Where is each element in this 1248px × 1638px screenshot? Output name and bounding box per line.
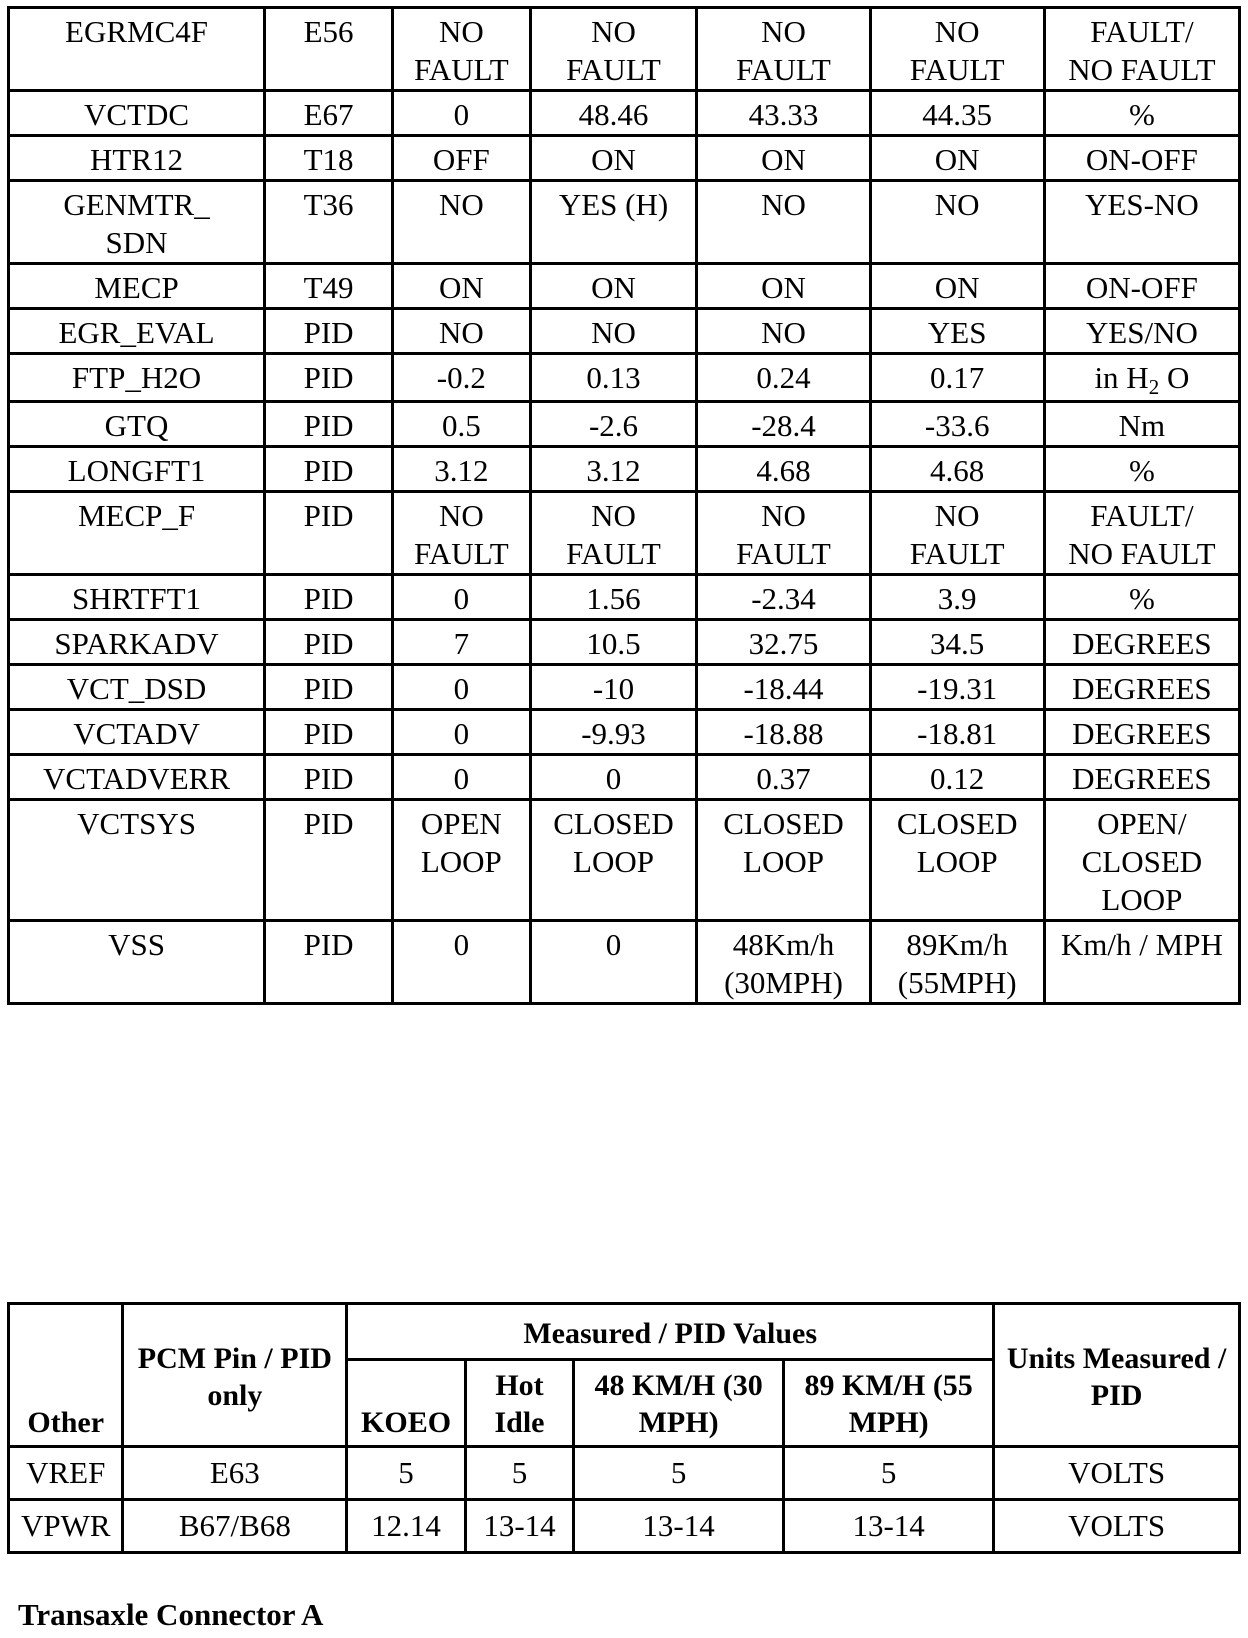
units-cell: % [1044,575,1239,620]
kmh48-cell: NO [697,181,870,264]
other-values-table [7,1302,1241,1554]
pid-values-table [7,6,1241,1005]
units-cell: FAULT/ NO FAULT [1044,492,1239,575]
pin-cell: T36 [265,181,393,264]
hot-idle-cell: 5 [465,1447,573,1500]
row-name: SHRTFT1 [9,575,265,620]
kmh89-cell: 0.12 [870,755,1044,800]
kmh48-cell: NO FAULT [697,492,870,575]
pin-cell: B67/B68 [123,1500,347,1553]
koeo-cell: -0.2 [393,354,530,402]
units-cell: VOLTS [994,1447,1240,1500]
pin-cell: PID [265,620,393,665]
hot-idle-cell: NO FAULT [530,492,697,575]
koeo-cell: NO [393,181,530,264]
row-name: FTP_H2O [9,354,265,402]
header-koeo: KOEO [347,1360,466,1447]
kmh89-cell: NO FAULT [870,8,1044,91]
units-cell: DEGREES [1044,665,1239,710]
table-row [9,665,1240,710]
pin-cell: PID [265,447,393,492]
hot-idle-cell: NO [530,309,697,354]
header-pcm-pin: PCM Pin / PID only [123,1304,347,1447]
kmh48-cell: 0.24 [697,354,870,402]
hot-idle-cell: -2.6 [530,402,697,447]
table-row [9,136,1240,181]
units-subscript: 2 [1148,375,1160,399]
koeo-cell: OPEN LOOP [393,800,530,921]
koeo-cell: 3.12 [393,447,530,492]
table-row [9,264,1240,309]
kmh89-cell: -19.31 [870,665,1044,710]
kmh48-cell: 43.33 [697,91,870,136]
table-row [9,755,1240,800]
table-row [9,181,1240,264]
table-row [9,800,1240,921]
section-caption: Transaxle Connector A [18,1597,324,1632]
kmh89-cell: ON [870,136,1044,181]
kmh89-cell: -33.6 [870,402,1044,447]
pin-cell: PID [265,492,393,575]
row-name: GTQ [9,402,265,447]
pin-cell: PID [265,309,393,354]
header-48kmh: 48 KM/H (30 MPH) [574,1360,784,1447]
table-row [9,309,1240,354]
row-name: SPARKADV [9,620,265,665]
kmh89-cell: 89Km/h (55MPH) [870,921,1044,1004]
koeo-cell: OFF [393,136,530,181]
units-cell: VOLTS [994,1500,1240,1553]
table-row [9,1500,1240,1553]
row-name: VCTADVERR [9,755,265,800]
row-name: VCTADV [9,710,265,755]
koeo-cell: NO [393,309,530,354]
kmh48-cell: -18.88 [697,710,870,755]
table-row [9,91,1240,136]
hot-idle-cell: CLOSED LOOP [530,800,697,921]
kmh89-cell: NO [870,181,1044,264]
row-name: VCTSYS [9,800,265,921]
pin-cell: PID [265,402,393,447]
row-name: VPWR [9,1500,123,1553]
table-row [9,921,1240,1004]
table-row [9,1447,1240,1500]
table-row [9,8,1240,91]
row-name: VSS [9,921,265,1004]
row-name: EGRMC4F [9,8,265,91]
row-name: VREF [9,1447,123,1500]
units-cell: ON-OFF [1044,264,1239,309]
kmh89-cell: CLOSED LOOP [870,800,1044,921]
hot-idle-cell: ON [530,136,697,181]
koeo-cell: 0 [393,665,530,710]
kmh89-cell: NO FAULT [870,492,1044,575]
kmh48-cell: 5 [574,1447,784,1500]
units-cell: Km/h / MPH [1044,921,1239,1004]
koeo-cell: 0 [393,91,530,136]
pin-cell: PID [265,575,393,620]
header-other: Other [9,1304,123,1447]
hot-idle-cell: NO FAULT [530,8,697,91]
koeo-cell: 0 [393,755,530,800]
pin-cell: E63 [123,1447,347,1500]
hot-idle-cell: 10.5 [530,620,697,665]
table-row [9,447,1240,492]
kmh48-cell: NO FAULT [697,8,870,91]
hot-idle-cell: YES (H) [530,181,697,264]
table-row [9,354,1240,402]
hot-idle-cell: 48.46 [530,91,697,136]
pin-cell: PID [265,354,393,402]
units-cell: ON-OFF [1044,136,1239,181]
kmh48-cell: ON [697,136,870,181]
units-cell: FAULT/ NO FAULT [1044,8,1239,91]
kmh89-cell: 3.9 [870,575,1044,620]
units-cell: DEGREES [1044,755,1239,800]
units-cell: % [1044,91,1239,136]
header-units: Units Measured / PID [994,1304,1240,1447]
koeo-cell: 0.5 [393,402,530,447]
kmh48-cell: 48Km/h (30MPH) [697,921,870,1004]
hot-idle-cell: -10 [530,665,697,710]
kmh89-cell: 44.35 [870,91,1044,136]
kmh89-cell: YES [870,309,1044,354]
units-cell [1044,354,1239,402]
koeo-cell: 0 [393,710,530,755]
table-row [9,492,1240,575]
kmh89-cell: 13-14 [784,1500,994,1553]
units-cell: Nm [1044,402,1239,447]
kmh48-cell: ON [697,264,870,309]
hot-idle-cell: 0 [530,755,697,800]
kmh89-cell: 34.5 [870,620,1044,665]
pin-cell: PID [265,710,393,755]
kmh89-cell: -18.81 [870,710,1044,755]
table-row [9,575,1240,620]
kmh48-cell: 13-14 [574,1500,784,1553]
row-name: VCT_DSD [9,665,265,710]
kmh48-cell: CLOSED LOOP [697,800,870,921]
kmh89-cell: ON [870,264,1044,309]
kmh48-cell: -28.4 [697,402,870,447]
pin-cell: E56 [265,8,393,91]
units-cell: DEGREES [1044,620,1239,665]
row-name: MECP_F [9,492,265,575]
kmh48-cell: -18.44 [697,665,870,710]
units-text: O [1159,360,1190,395]
hot-idle-cell: 0 [530,921,697,1004]
koeo-cell: 7 [393,620,530,665]
pin-cell: T18 [265,136,393,181]
header-measured-values: Measured / PID Values [347,1304,994,1360]
koeo-cell: 5 [347,1447,466,1500]
table-row [9,402,1240,447]
pin-cell: E67 [265,91,393,136]
row-name: HTR12 [9,136,265,181]
kmh48-cell: 0.37 [697,755,870,800]
hot-idle-cell: 1.56 [530,575,697,620]
kmh48-cell: NO [697,309,870,354]
hot-idle-cell: ON [530,264,697,309]
koeo-cell: NO FAULT [393,492,530,575]
pin-cell: PID [265,800,393,921]
koeo-cell: NO FAULT [393,8,530,91]
row-name: EGR_EVAL [9,309,265,354]
kmh48-cell: 4.68 [697,447,870,492]
hot-idle-cell: 3.12 [530,447,697,492]
units-cell: YES-NO [1044,181,1239,264]
units-cell: DEGREES [1044,710,1239,755]
units-cell: YES/NO [1044,309,1239,354]
koeo-cell: ON [393,264,530,309]
table-row [9,710,1240,755]
header-hot-idle: Hot Idle [465,1360,573,1447]
table-row [9,620,1240,665]
kmh89-cell: 4.68 [870,447,1044,492]
kmh89-cell: 0.17 [870,354,1044,402]
units-cell: % [1044,447,1239,492]
kmh48-cell: 32.75 [697,620,870,665]
kmh48-cell: -2.34 [697,575,870,620]
units-cell: OPEN/ CLOSED LOOP [1044,800,1239,921]
row-name: MECP [9,264,265,309]
units-text: in H [1094,360,1149,395]
row-name: GENMTR_ SDN [9,181,265,264]
kmh89-cell: 5 [784,1447,994,1500]
koeo-cell: 12.14 [347,1500,466,1553]
hot-idle-cell: 13-14 [465,1500,573,1553]
pin-cell: PID [265,665,393,710]
hot-idle-cell: -9.93 [530,710,697,755]
koeo-cell: 0 [393,921,530,1004]
pin-cell: T49 [265,264,393,309]
row-name: LONGFT1 [9,447,265,492]
koeo-cell: 0 [393,575,530,620]
pin-cell: PID [265,755,393,800]
header-89kmh: 89 KM/H (55 MPH) [784,1360,994,1447]
row-name: VCTDC [9,91,265,136]
pin-cell: PID [265,921,393,1004]
hot-idle-cell: 0.13 [530,354,697,402]
